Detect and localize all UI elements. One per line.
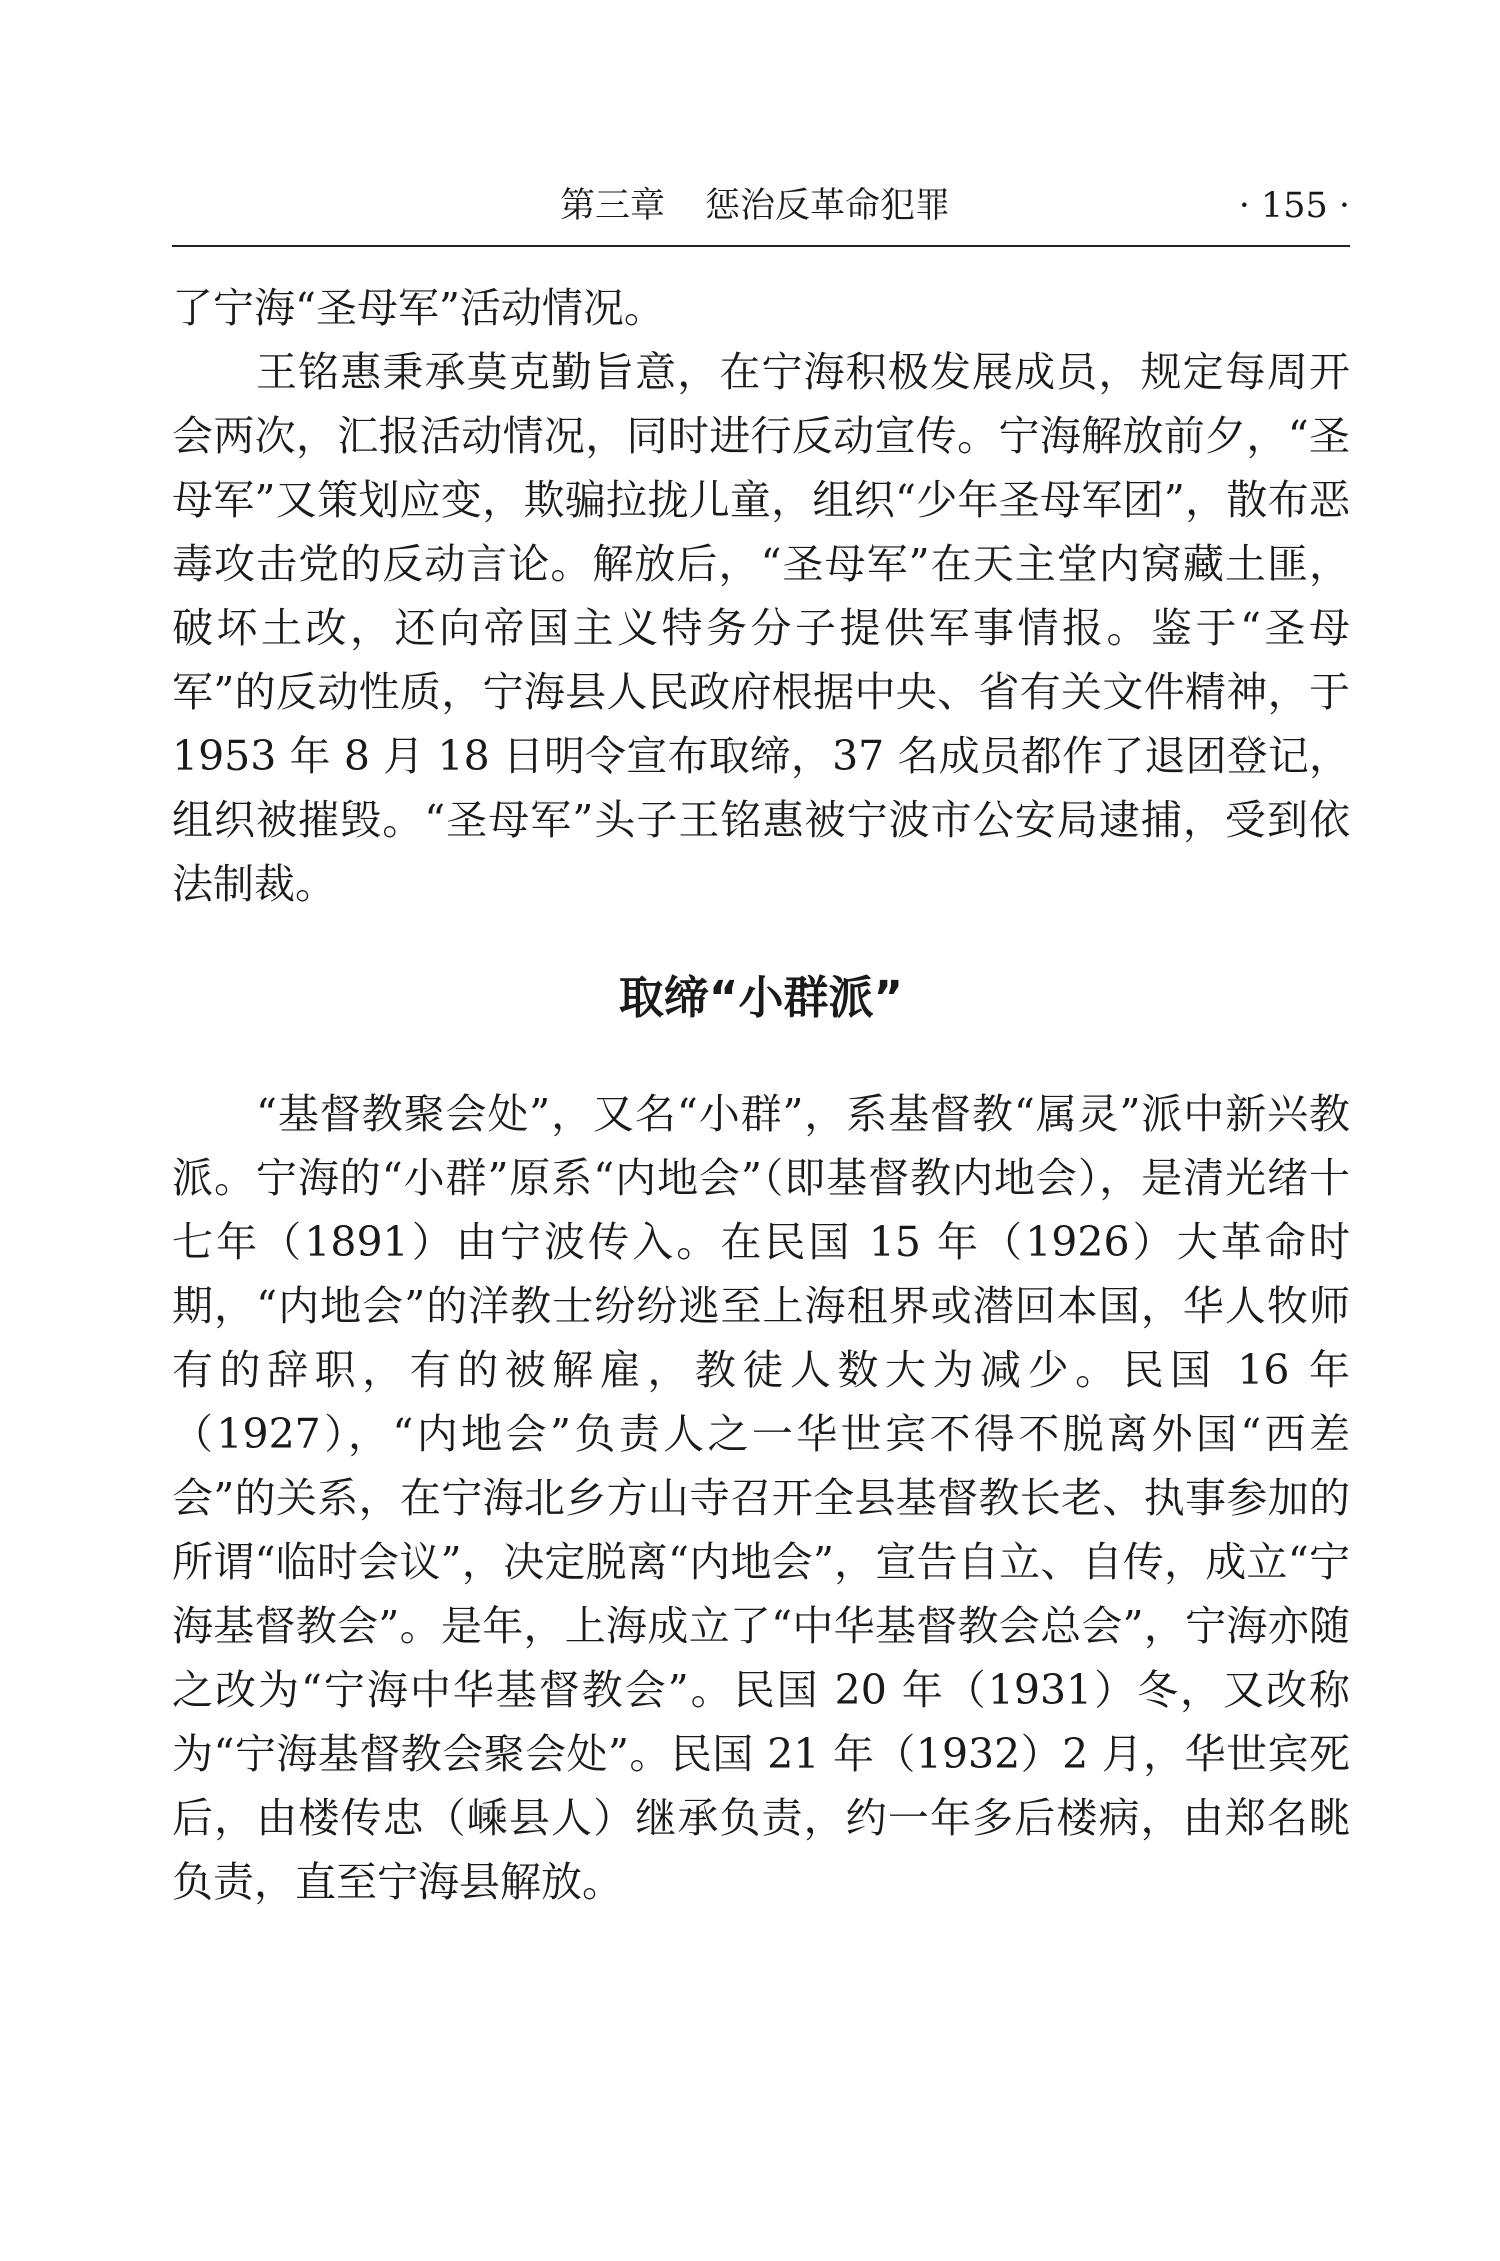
- page-number: · 155 ·: [1238, 186, 1350, 226]
- page-body: [172, 276, 1350, 1914]
- section-heading: 取缔“小群派”: [618, 971, 904, 1024]
- running-header: [172, 176, 1350, 236]
- header-rule: [172, 245, 1350, 247]
- paragraph-continuation: 了宁海“圣母军”活动情况。: [172, 284, 665, 332]
- chapter-title: 惩治反革命犯罪: [705, 186, 951, 226]
- chapter-header: [560, 176, 950, 236]
- paragraph: “基督教聚会处”，又名“小群”，系基督教“属灵”派中新兴教派。宁海的“小群”原系“内地会”（即基督教内地会），是清光绪十七年（1891）由宁波传入。在民国 15 年（1926）大革命时期，“内地会”的洋教士纷纷逃至上海租界或潜回本国，华人牧师有的辞职，有的被解雇，教徒人数大为减少。民国 16 年（1927），“内地会”负责人之一华世宾不得不脱离外国“西差会”的关系，在宁海北乡方山寺召开全县基督教长老、执事参加的所谓“临时会议”，决定脱离“内地会”，宣告自立、自传，成立“宁海基督教会”。是年，上海成立了“中华基督教会总会”，宁海亦随之改为“宁海中华基督教会”。民国 20 年（1931）冬，又改称为“宁海基督教会聚会处”。民国 21 年（1932）2 月，华世宾死后，由楼传忠（嵊县人）继承负责，约一年多后楼病，由郑名眺负责，直至宁海县解放。: [172, 1090, 1350, 1906]
- paragraph: 王铭惠秉承莫克勤旨意，在宁海积极发展成员，规定每周开会两次，汇报活动情况，同时进行反动宣传。宁海解放前夕，“圣母军”又策划应变，欺骗拉拢儿童，组织“少年圣母军团”，散布恶毒攻击党的反动言论。解放后，“圣母军”在天主堂内窝藏土匪，破坏土改，还向帝国主义特务分子提供军事情报。鉴于“圣母军”的反动性质，宁海县人民政府根据中央、省有关文件精神，于 1953 年 8 月 18 日明令宣布取缔，37 名成员都作了退团登记，组织被摧毁。“圣母军”头子王铭惠被宁波市公安局逮捕，受到依法制裁。: [172, 348, 1350, 908]
- chapter-number: 第三章: [560, 186, 666, 226]
